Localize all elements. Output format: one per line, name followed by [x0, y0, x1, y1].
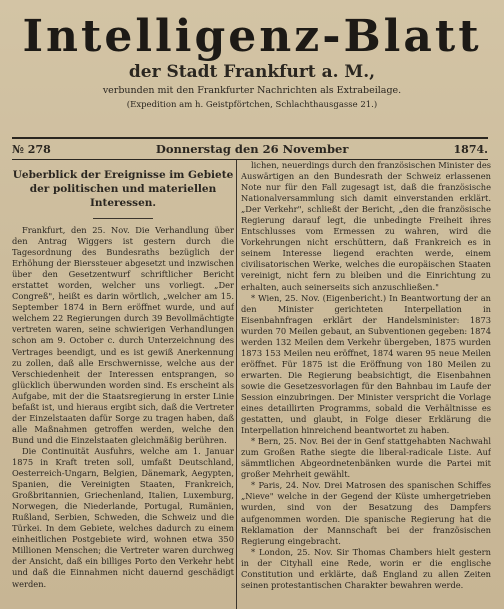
right-column: [241, 160, 491, 609]
issue-bar: [12, 137, 488, 160]
issue-number: № 278: [12, 142, 51, 156]
masthead-subtitle: der Stadt Frankfurt a. M.,: [128, 62, 376, 82]
left-column: [12, 160, 234, 609]
article-paragraph: * Paris, 24. Nov. Drei Matrosen des spanischen Schiffes „Nieve" welche in der Gegend der Küste umhergetrieben wurden, sind von der Besatzung des Dampfers aufgenommen worden. Die spanische Regierung hat die Reklamation der Mannschaft bei der französischen Regierung eingebracht.: [241, 480, 491, 546]
article-paragraph: Die Continuität Ausfuhrs, welche am 1. Januar 1875 in Kraft treten soll, umfaßt Deutschland, Oesterreich-Ungarn, Belgien, Dänemark, Aegypten, Spanien, die Vereinigten Staaten, Frankreich, Großbritannien, Griechenland, Italien, Luxemburg, Norwegen, die Niederlande, Portugal, Rumänien, Rußland, Serbien, Schweden, die Schweiz und die Türkei. In dem Gebiete, welches dadurch zu einem einheitlichen Postgebiete wird, wohnen etwa 350 Millionen Menschen; die Vertreter waren durchweg der Ansicht, daß ein billiges Porto den Verkehr hebt und daß die Einnahmen nicht dauernd geschädigt werden.: [12, 445, 234, 589]
issue-year: 1874.: [453, 142, 488, 156]
article-paragraph: * Wien, 25. Nov. (Eigenbericht.) In Beantwortung der an den Minister gerichteten Interpellation in Eisenbahnfragen erklärt der Handelsminister: 1873 wurden 70 Meilen gebaut, an Subventionen gegeben: 1874 werden 132 Meilen dem Verkehr übergeben, 1875 wurden 1873 153 Meilen neu eröffnet, 1874 waren 95 neue Meilen eröffnet. Für 1875 ist die Eröffnung von 180 Meilen zu erwarten. Die Regierung beabsichtigt, die Eisenbahnen sowie die Gesetzesvorlagen für den Bahnbau im Laufe der Session einzubringen. Der Minister verspricht die Vorlage eines detaillirten Programms, sobald die Verhältnisse es gestatten, und glaubt, in Folge dieser Erklärung die Interpellation hinreichend beantwortet zu haben.: [241, 292, 491, 436]
column-divider: [236, 160, 237, 609]
section-heading: Ueberblick der Ereignisse im Gebiete der politischen und materiellen Interessen.: [12, 169, 234, 209]
article-paragraph: * Bern, 25. Nov. Bei der in Genf stattgehabten Nachwahl zum Großen Rathe siegte die liberal-radicale Liste. Auf sämmtlichen Abgeordnetenbänken wurde die Partei mit großer Mehrheit gewählt.: [241, 436, 491, 480]
article-paragraph: Frankfurt, den 25. Nov. Die Verhandlung über den Antrag Wiggers ist gestern durch die Tagesordnung des Bundesraths bezüglich der Erhöhung der Bierssteuer abgesetzt und inzwischen über den Gesetzentwurf schriftlicher Bericht erstattet worden, welcher uns vorliegt. „Der Congreß", heißt es darin wörtlich, „welcher am 15. September 1874 in Bern eröffnet wurde, und auf welchem 22 Regierungen durch 39 Bevollmächtigte vertreten waren, seine schwierigen Verhandlungen schon am 9. October c. durch Unterzeichnung des Vertrages beendigt, und es ist gewiß Anerkennung zu zollen, daß alle Erschwernisse, welche aus der Verschiedenheit der Interessen entsprangen, so glücklich überwunden worden sind. Es erscheint als Aufgabe, mit der die Staatsregierung in erster Linie befaßt ist, und hieraus ergibt sich, daß die Vertreter der Einzelstaaten dafür Sorge zu tragen haben, daß alle Maßnahmen getroffen werden, welche den Bund und die Einzelstaaten gleichmäßig berühren.: [12, 225, 234, 445]
heading-rule: [93, 218, 153, 219]
article-paragraph: * London, 25. Nov. Sir Thomas Chambers hielt gestern in der Cityhall eine Rede, worin er die englische Constitution und erklärte, daß England zu allen Zeiten seinen protestantischen Charakter bewahren werde.: [241, 546, 491, 590]
article-paragraph: lichen, neuerdings durch den französischen Minister des Auswärtigen an den Bundesrath der Schweiz erlassenen Note nur für den Fall zugesagt ist, daß die französische Nationalversammlung sich damit einverstanden erklärt. „Der Verkehr", schließt der Bericht, „den die französische Regierung darauf legt, die unbedingte Freiheit ihres Entschlusses vom Ermessen zu wahren, wird die Vorkehrungen nicht erschüttern, daß Frankreich es in seinem Interesse liegend erachten werde, einem civilisatorischen Werke, welches die europäischen Staaten vereinigt, nicht fern zu bleiben und die Einrichtung zu erhalten, auch seinerseits sich anzuschließen.": [241, 160, 491, 292]
masthead-line2: verbunden mit den Frankfurter Nachrichten als Extrabeilage.: [102, 85, 402, 96]
masthead-title: Intelligenz-Blatt: [22, 11, 482, 62]
masthead-line3: (Expedition am h. Geistpförtchen, Schlachthausgasse 21.): [126, 100, 378, 110]
issue-date: Donnerstag den 26 November: [155, 142, 349, 156]
